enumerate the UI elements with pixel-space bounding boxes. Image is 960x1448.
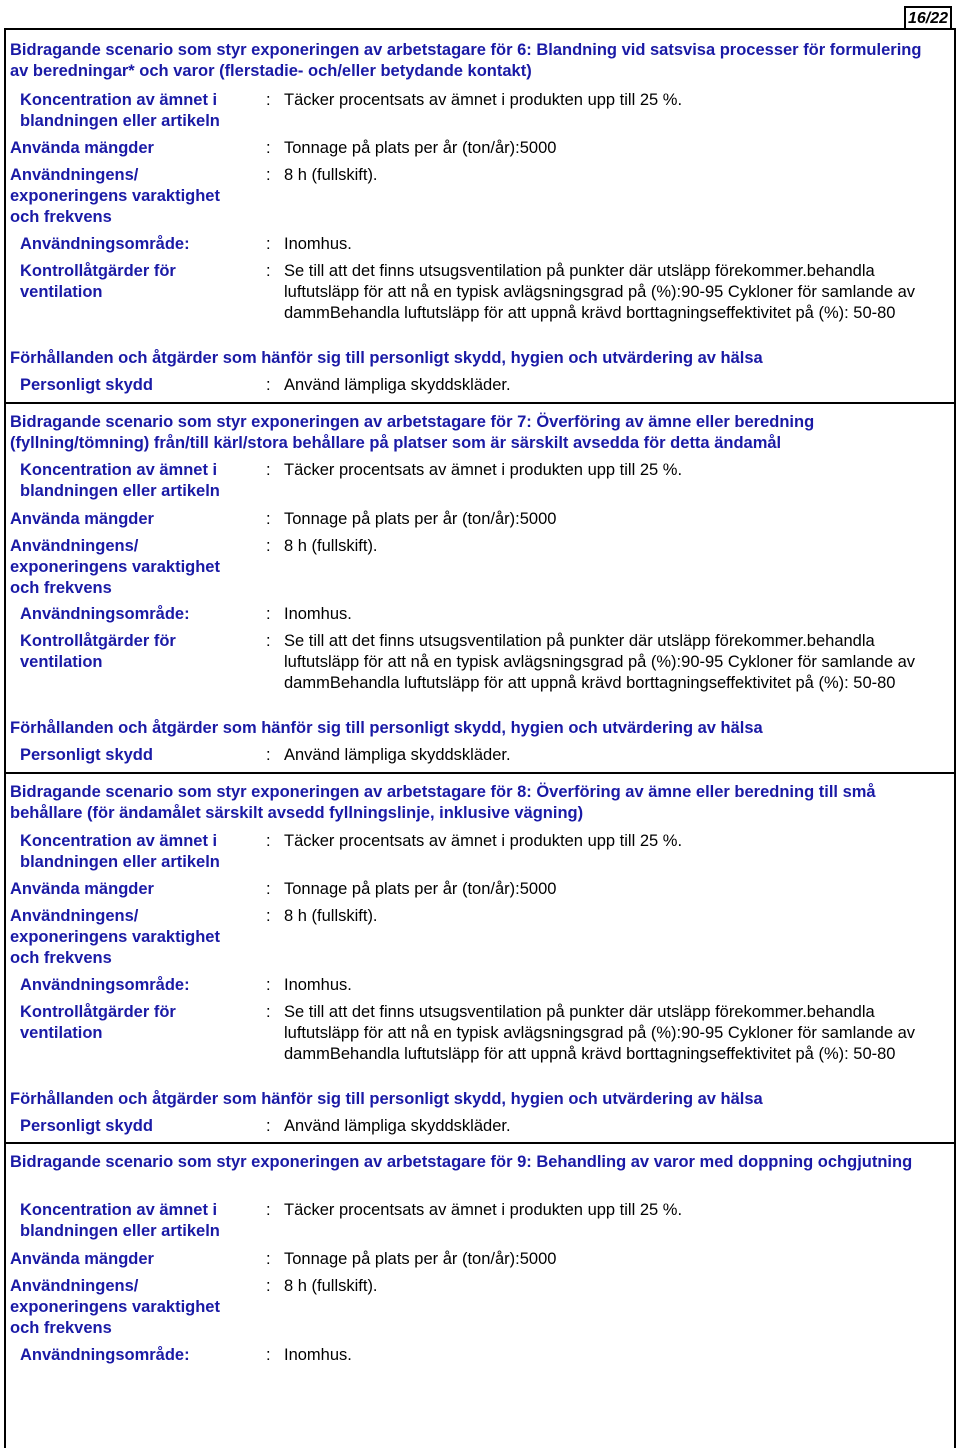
area-label: Användningsområde: — [20, 1346, 190, 1364]
colon: : — [266, 1346, 271, 1364]
amounts-label: Använda mängder — [10, 1250, 154, 1268]
duration-label: Användningens/ exponeringens varaktighet och frekvens — [10, 907, 220, 967]
scenario-section-9 — [6, 1142, 954, 1442]
concentration-value: Täcker procentsats av ämnet i produkten upp till 25 %. — [284, 832, 683, 850]
ventilation-label: Kontrollåtgärder för ventilation — [20, 1003, 176, 1042]
concentration-row — [6, 1200, 954, 1242]
colon: : — [266, 376, 271, 394]
colon: : — [266, 510, 271, 528]
colon: : — [266, 91, 271, 109]
colon: : — [266, 461, 271, 479]
area-label: Användningsområde: — [20, 976, 190, 994]
scenario-section-6 — [6, 30, 954, 404]
conditions-heading: Förhållanden och åtgärder som hänför sig till personligt skydd, hygien och utvärdering av hälsa — [10, 1090, 763, 1108]
colon: : — [266, 166, 271, 184]
concentration-label: Koncentration av ämnet i blandningen eller artikeln — [20, 1201, 220, 1240]
duration-label: Användningens/ exponeringens varaktighet och frekvens — [10, 537, 220, 597]
scenario-section-8 — [6, 772, 954, 1144]
amounts-value: Tonnage på plats per år (ton/år):5000 — [284, 1250, 557, 1268]
scenario-title: Bidragande scenario som styr exponeringen av arbetstagare för 8: Överföring av ämne eller beredning till små behållare (för ändamålet särskilt avsedd fyllningslinje, inklusive vägning) — [10, 783, 876, 822]
protection-label: Personligt skydd — [20, 746, 153, 764]
colon: : — [266, 1003, 271, 1021]
colon: : — [266, 139, 271, 157]
duration-value: 8 h (fullskift). — [284, 907, 378, 925]
duration-label: Användningens/ exponeringens varaktighet och frekvens — [10, 166, 220, 226]
scenario-title: Bidragande scenario som styr exponeringen av arbetstagare för 6: Blandning vid satsvisa processer för formulering av beredningar* och varor (flerstadie- och/eller betydande kontakt) — [10, 41, 922, 80]
protection-value: Använd lämpliga skyddskläder. — [284, 376, 511, 394]
colon: : — [266, 1250, 271, 1268]
duration-value: 8 h (fullskift). — [284, 537, 378, 555]
scenario-title: Bidragande scenario som styr exponeringen av arbetstagare för 9: Behandling av varor med doppning ochgjutning — [10, 1153, 913, 1171]
colon: : — [266, 907, 271, 925]
ventilation-value: Se till att det finns utsugsventilation på punkter där utsläpp förekommer.behandla luftutsläpp för att nå en typisk avlägsningsgrad på (%):90-95 Cykloner för samlande av dammBehandla luftutsläpp för att uppnå krävd borttagningseffektivitet på (%): 50-80 — [284, 262, 916, 322]
area-label: Användningsområde: — [20, 605, 190, 623]
protection-value: Använd lämpliga skyddskläder. — [284, 746, 511, 764]
ventilation-value: Se till att det finns utsugsventilation på punkter där utsläpp förekommer.behandla luftutsläpp för att nå en typisk avlägsningsgrad på (%):90-95 Cykloner för samlande av dammBehandla luftutsläpp för att uppnå krävd borttagningseffektivitet på (%): 50-80 — [284, 632, 916, 692]
colon: : — [266, 605, 271, 623]
colon: : — [266, 976, 271, 994]
scenario-section-7 — [6, 402, 954, 774]
ventilation-value: Se till att det finns utsugsventilation på punkter där utsläpp förekommer.behandla luftutsläpp för att nå en typisk avlägsningsgrad på (%):90-95 Cykloner för samlande av dammBehandla luftutsläpp för att uppnå krävd borttagningseffektivitet på (%): 50-80 — [284, 1003, 916, 1063]
document-frame — [4, 28, 956, 1448]
area-value: Inomhus. — [284, 235, 352, 253]
concentration-value: Täcker procentsats av ämnet i produkten upp till 25 %. — [284, 461, 683, 479]
amounts-value: Tonnage på plats per år (ton/år):5000 — [284, 510, 557, 528]
colon: : — [266, 262, 271, 280]
concentration-value: Täcker procentsats av ämnet i produkten upp till 25 %. — [284, 1201, 683, 1219]
colon: : — [266, 235, 271, 253]
amounts-label: Använda mängder — [10, 880, 154, 898]
concentration-label: Koncentration av ämnet i blandningen eller artikeln — [20, 832, 220, 871]
concentration-label: Koncentration av ämnet i blandningen eller artikeln — [20, 461, 220, 500]
ventilation-label: Kontrollåtgärder för ventilation — [20, 632, 176, 671]
colon: : — [266, 1201, 271, 1219]
area-label: Användningsområde: — [20, 235, 190, 253]
concentration-row — [6, 831, 954, 873]
duration-value: 8 h (fullskift). — [284, 166, 378, 184]
colon: : — [266, 537, 271, 555]
page-number: 16/22 — [904, 6, 952, 28]
amounts-label: Använda mängder — [10, 139, 154, 157]
amounts-value: Tonnage på plats per år (ton/år):5000 — [284, 139, 557, 157]
conditions-heading: Förhållanden och åtgärder som hänför sig till personligt skydd, hygien och utvärdering av hälsa — [10, 349, 763, 367]
colon: : — [266, 880, 271, 898]
area-value: Inomhus. — [284, 976, 352, 994]
duration-value: 8 h (fullskift). — [284, 1277, 378, 1295]
amounts-label: Använda mängder — [10, 510, 154, 528]
colon: : — [266, 1277, 271, 1295]
concentration-value: Täcker procentsats av ämnet i produkten upp till 25 %. — [284, 91, 683, 109]
concentration-row — [6, 460, 954, 502]
concentration-row — [6, 90, 954, 132]
duration-label: Användningens/ exponeringens varaktighet och frekvens — [10, 1277, 220, 1337]
amounts-value: Tonnage på plats per år (ton/år):5000 — [284, 880, 557, 898]
conditions-heading: Förhållanden och åtgärder som hänför sig till personligt skydd, hygien och utvärdering av hälsa — [10, 719, 763, 737]
ventilation-label: Kontrollåtgärder för ventilation — [20, 262, 176, 301]
protection-label: Personligt skydd — [20, 1117, 153, 1135]
protection-value: Använd lämpliga skyddskläder. — [284, 1117, 511, 1135]
colon: : — [266, 632, 271, 650]
scenario-title: Bidragande scenario som styr exponeringen av arbetstagare för 7: Överföring av ämne eller beredning (fyllning/tömning) från/till kärl/stora behållare på platser som är särskilt avsedda för detta ändamål — [10, 413, 815, 452]
concentration-label: Koncentration av ämnet i blandningen eller artikeln — [20, 91, 220, 130]
protection-label: Personligt skydd — [20, 376, 153, 394]
area-value: Inomhus. — [284, 605, 352, 623]
colon: : — [266, 746, 271, 764]
colon: : — [266, 832, 271, 850]
colon: : — [266, 1117, 271, 1135]
area-value: Inomhus. — [284, 1346, 352, 1364]
